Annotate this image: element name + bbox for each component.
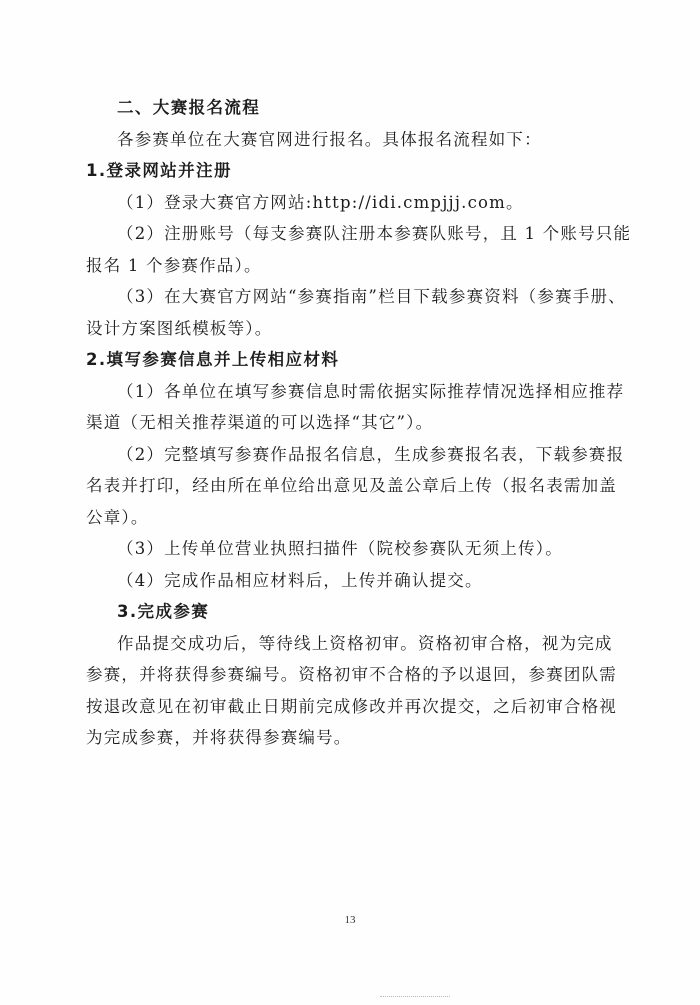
- step2-item2-line1: （2）完整填写参赛作品报名信息，生成参赛报名表，下载参赛报: [117, 444, 625, 464]
- step2-heading: 2.填写参赛信息并上传相应材料: [86, 350, 340, 369]
- step3-paragraph-line2: 参赛，并将获得参赛编号。资格初审不合格的予以退回，参赛团队需: [86, 665, 617, 684]
- scan-edge-mark: [380, 996, 450, 1000]
- step1-item3-line2: 设计方案图纸模板等）。: [86, 318, 273, 338]
- step2-item4: （4）完成作品相应材料后，上传并确认提交。: [117, 570, 483, 590]
- step3-heading: 3.完成参赛: [117, 602, 210, 621]
- step2-item3: （3）上传单位营业执照扫描件（院校参赛队无须上传）。: [117, 539, 563, 558]
- step3-paragraph-line1: 作品提交成功后，等待线上资格初审。资格初审合格，视为完成: [117, 633, 613, 653]
- step1-item2-line2: 报名 1 个参赛作品）。: [86, 255, 262, 275]
- step1-item2-line1: （2）注册账号（每支参赛队注册本参赛队账号，且 1 个账号只能: [117, 224, 632, 243]
- step2-item1-line1: （1）各单位在填写参赛信息时需依据实际推荐情况选择相应推荐: [117, 381, 625, 401]
- step3-paragraph-line3: 按退改意见在初审截止日期前完成修改并再次提交，之后初审合格视: [86, 696, 617, 716]
- step2-item2-line2: 名表并打印，经由所在单位给出意见及盖公章后上传（报名表需加盖: [86, 476, 617, 495]
- step1-heading: 1.登录网站并注册: [86, 161, 232, 180]
- step2-item2-line3: 公章）。: [86, 507, 149, 527]
- intro-paragraph: 各参赛单位在大赛官网进行报名。具体报名流程如下：: [117, 129, 542, 149]
- step1-item1: （1）登录大赛官方网站:http://idi.cmpjjj.com。: [117, 192, 524, 212]
- section-title: 二、大赛报名流程: [117, 98, 261, 117]
- document-body: [86, 92, 632, 754]
- step1-item3-line1: （3）在大赛官方网站“参赛指南”栏目下载参赛资料（参赛手册、: [117, 287, 626, 306]
- step3-paragraph-line4: 为完成参赛，并将获得参赛编号。: [86, 728, 352, 747]
- step2-item1-line2: 渠道（无相关推荐渠道的可以选择“其它”）。: [86, 413, 434, 432]
- page-number: 13: [344, 914, 356, 926]
